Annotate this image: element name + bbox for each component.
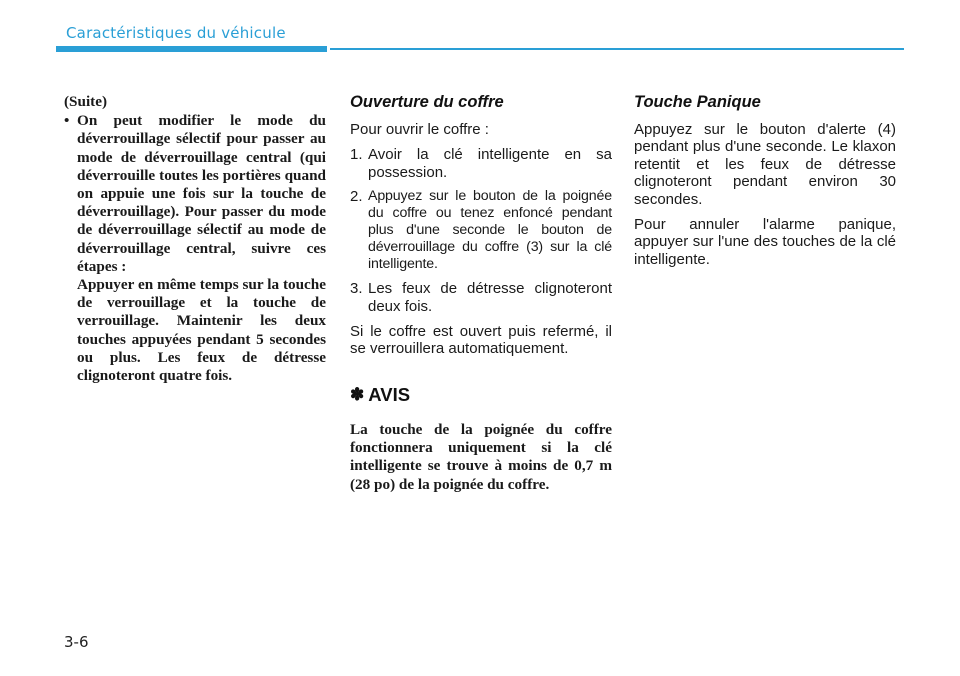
column-middle (350, 93, 612, 509)
section-title-coffre: Ouverture du coffre (350, 93, 504, 111)
header-section-title: Caractéristiques du véhicule (66, 24, 286, 42)
step-item (350, 146, 612, 181)
step-text: Appuyez sur le bouton de la poignée du coffre ou tenez enfoncé pendant plus d'une seconde le bouton de déverrouillage du coffre (3) sur la clé intelligente. (368, 188, 612, 273)
step-item (350, 280, 612, 315)
step-number: 3. (350, 280, 363, 298)
header-bar-thin (330, 48, 904, 50)
bullet-text: On peut modifier le mode du déverrouillage sélectif pour passer au mode de déverrouillage central (qui déverrouille toutes les portières quand on appuie une fois sur la touche de déverrouillage). Pour passer du mode de déverrouillage sélectif au mode de déverrouillage central, suivre ces étapes : (77, 112, 326, 275)
bullet-item (64, 112, 326, 385)
asterisk-icon: ✽ (350, 385, 365, 405)
avis-title: AVIS (368, 383, 411, 405)
bullet-text-2: Appuyer en même temps sur la touche de verrouillage et la touche de verrouillage. Maintenir les deux touches appuyées pendant 5 secondes ou plus. Les feux de détresse clignoteront quatre fois. (77, 276, 326, 385)
coffre-steps (350, 146, 612, 315)
coffre-outro: Si le coffre est ouvert puis refermé, il se verrouillera automatiquement. (350, 323, 612, 358)
coffre-intro: Pour ouvrir le coffre : (350, 121, 489, 138)
step-item (350, 188, 612, 273)
avis-text: La touche de la poignée du coffre fonctionnera uniquement si la clé intelligente se trouve à moins de 0,7 m (28 po) de la poignée du coffre. (350, 421, 612, 493)
page-number: 3-6 (64, 633, 89, 651)
step-number: 1. (350, 146, 363, 164)
step-text: Avoir la clé intelligente en sa possession. (368, 146, 612, 181)
panique-para-1: Appuyez sur le bouton d'alerte (4) pendant plus d'une seconde. Le klaxon retentit et les feux de détresse clignoteront pendant environ 30 secondes. (634, 121, 896, 208)
step-number: 2. (350, 188, 363, 206)
column-left (64, 93, 326, 385)
step-text: Les feux de détresse clignoteront deux fois. (368, 280, 612, 315)
avis-heading (350, 384, 612, 406)
header-bar-thick (56, 46, 327, 52)
suite-label: (Suite) (64, 93, 108, 110)
bullet-dot: • (64, 112, 70, 130)
column-right (634, 93, 896, 276)
section-title-panique: Touche Panique (634, 93, 761, 111)
panique-para-2: Pour annuler l'alarme panique, appuyer sur l'une des touches de la clé intelligente. (634, 216, 896, 268)
